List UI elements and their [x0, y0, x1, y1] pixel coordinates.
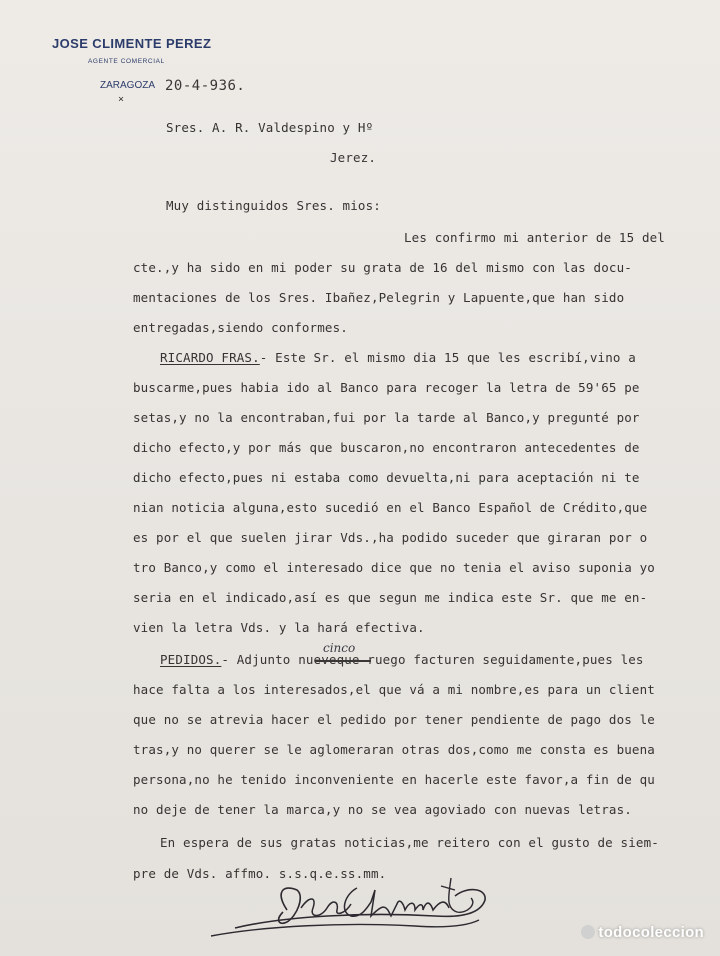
text-line: dicho efecto,pues ni estaba como devuelta,ni para aceptación ni te — [133, 470, 640, 485]
sender-name: JOSE CLIMENTE PEREZ — [52, 36, 212, 51]
signature-scrawl — [205, 868, 490, 943]
paragraph-heading — [160, 652, 644, 667]
salutation: Muy distinguidos Sres. mios: — [166, 198, 381, 213]
site-watermark — [581, 924, 704, 941]
text-line: dicho efecto,y por más que buscaron,no encontraron antecedentes de — [133, 440, 640, 455]
text-line: persona,no he tenido inconveniente en hacerle este favor,a fin de qu — [133, 772, 655, 787]
text-line: que no se atrevia hacer el pedido por tener pendiente de pago dos le — [133, 712, 655, 727]
text-line: hace falta a los interesados,el que vá a mi nombre,es para un client — [133, 682, 655, 697]
heading-pedidos: PEDIDOS. — [160, 652, 222, 667]
closing-line: pre de Vds. affmo. s.s.q.e.ss.mm. — [133, 866, 387, 881]
text-line: seria en el indicado,así es que segun me indica este Sr. que me en- — [133, 590, 648, 605]
typed-mark: × — [118, 94, 125, 105]
text-line: tro Banco,y como el interesado dice que no tenia el aviso suponia yo — [133, 560, 655, 575]
text-line: es por el que suelen jirar Vds.,ha podido suceder que giraran por o — [133, 530, 648, 545]
text-line: Les confirmo mi anterior de 15 del — [404, 230, 665, 245]
watermark-text: todocoleccion — [598, 924, 704, 941]
text-line: tras,y no querer se le aglomeraran otras dos,como me consta es buena — [133, 742, 655, 757]
text-line: mentaciones de los Sres. Ibañez,Pelegrin y Lapuente,que han sido — [133, 290, 625, 305]
text-line: no deje de tener la marca,y no se vea agoviado con nuevas letras. — [133, 802, 632, 817]
text-line: entregadas,siendo conformes. — [133, 320, 348, 335]
text-fragment: - Adjunto — [221, 652, 291, 667]
sender-city: ZARAGOZA — [100, 80, 156, 91]
text-fragment: que ruego facturen seguidamente,pues les — [336, 652, 644, 667]
paragraph-heading — [160, 350, 636, 365]
struck-word: nueve — [298, 652, 337, 667]
heading-ricardo-fras: RICARDO FRAS. — [160, 350, 260, 365]
handwritten-insert: cinco — [323, 641, 356, 655]
recipient-city: Jerez. — [330, 150, 377, 165]
text-line: cte.,y ha sido en mi poder su grata de 16 del mismo con las docu- — [133, 260, 632, 275]
text-line: setas,y no la encontraban,fui por la tarde al Banco,y pregunté por — [133, 410, 640, 425]
text-line: nian noticia alguna,esto sucedió en el Banco Español de Crédito,que — [133, 500, 648, 515]
text-line: - Este Sr. el mismo dia 15 que les escribí,vino a — [259, 350, 636, 365]
closing-line: En espera de sus gratas noticias,me reitero con el gusto de siem- — [160, 835, 659, 850]
watermark-logo-icon — [581, 925, 595, 939]
recipient-line: Sres. A. R. Valdespino y Hº — [166, 120, 374, 135]
text-line: buscarme,pues habia ido al Banco para recoger la letra de 59'65 pe — [133, 380, 640, 395]
letter-date: 20-4-936. — [165, 78, 246, 94]
text-line: vien la letra Vds. y la hará efectiva. — [133, 620, 425, 635]
strike-through — [315, 660, 371, 662]
sender-role: AGENTE COMERCIAL — [88, 58, 165, 65]
letterhead — [52, 36, 212, 91]
